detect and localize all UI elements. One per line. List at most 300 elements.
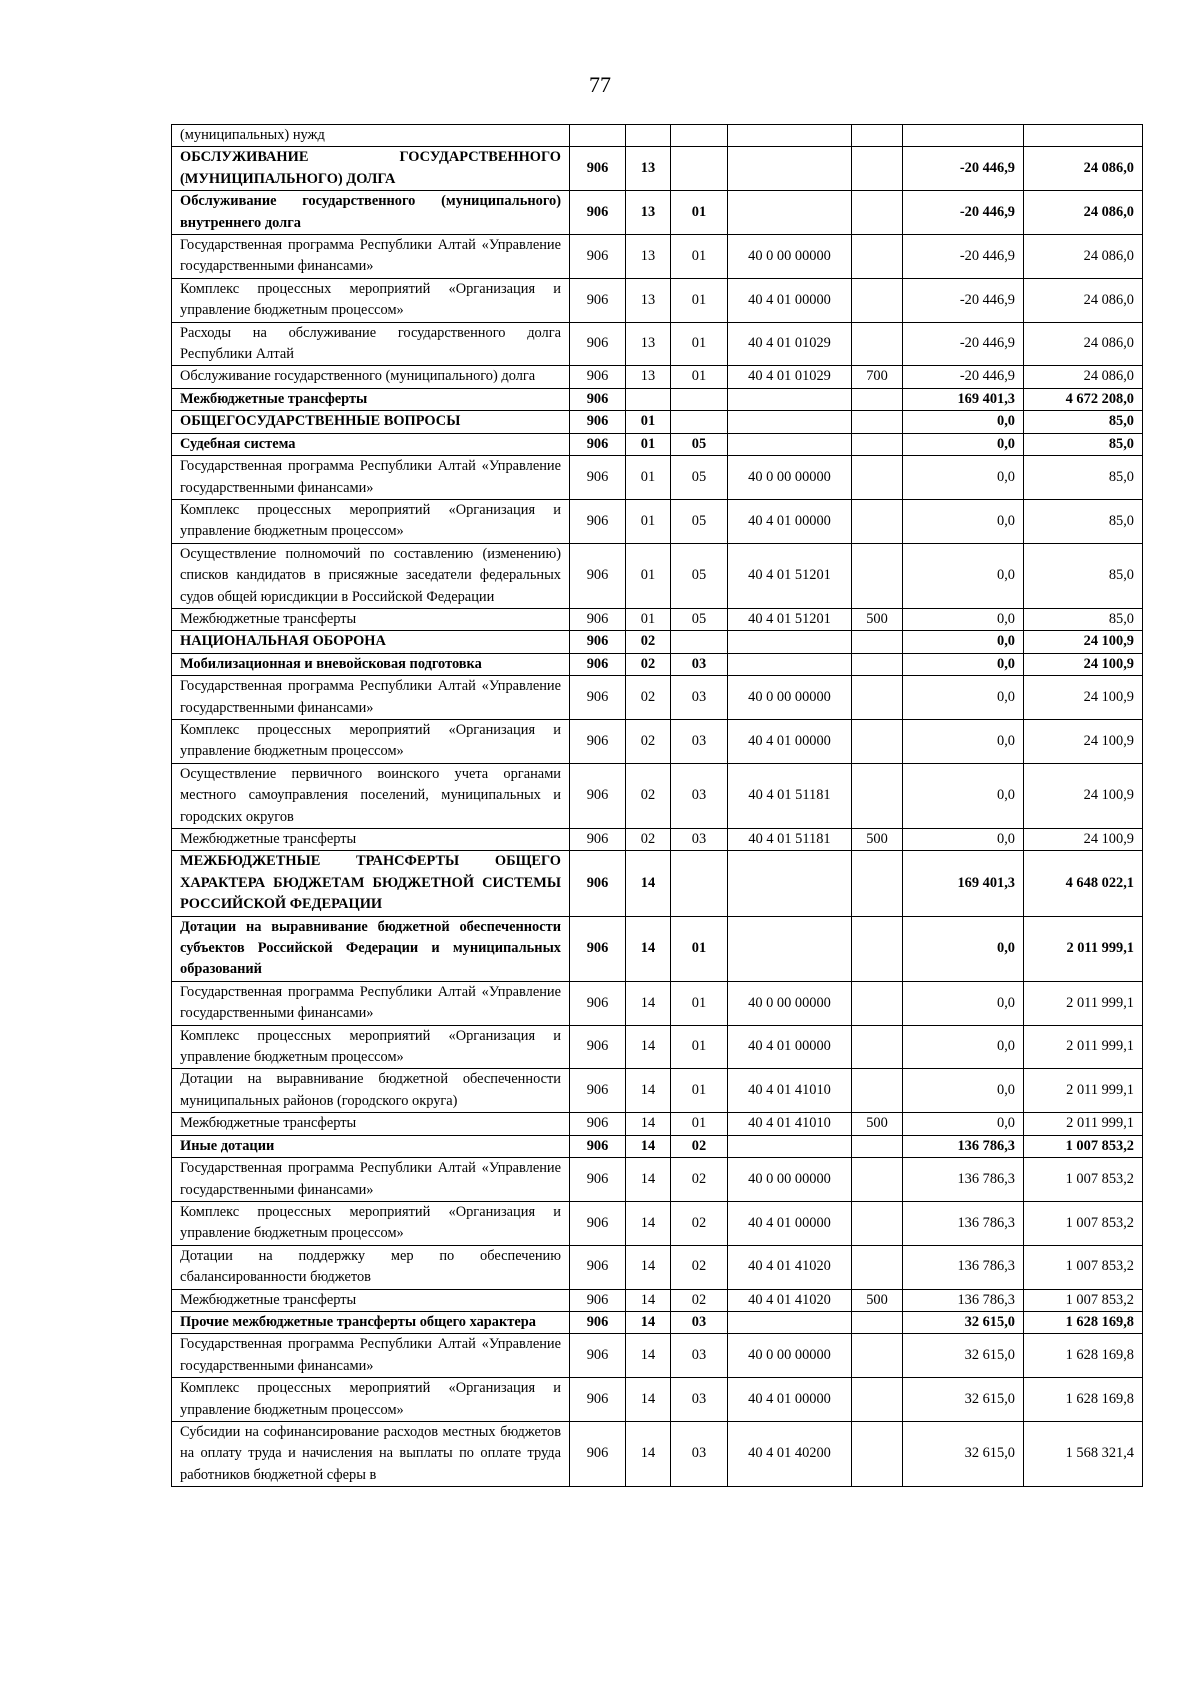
amount-1: -20 446,9	[903, 278, 1024, 322]
amount-2: 1 568 321,4	[1024, 1421, 1143, 1486]
amount-2: 24 100,9	[1024, 676, 1143, 720]
target-article	[728, 388, 852, 410]
amount-2: 85,0	[1024, 499, 1143, 543]
target-article: 40 4 01 51201	[728, 608, 852, 630]
amount-1: 0,0	[903, 631, 1024, 653]
row-name: Мобилизационная и вневойсковая подготовка	[172, 653, 570, 675]
amount-2: 24 086,0	[1024, 278, 1143, 322]
amount-1	[903, 125, 1024, 147]
amount-2: 24 086,0	[1024, 366, 1143, 388]
amount-1: -20 446,9	[903, 147, 1024, 191]
target-article: 40 0 00 00000	[728, 1158, 852, 1202]
section-code: 01	[626, 411, 671, 433]
target-article	[728, 851, 852, 916]
amount-1: -20 446,9	[903, 235, 1024, 279]
amount-2: 4 672 208,0	[1024, 388, 1143, 410]
section-code: 13	[626, 191, 671, 235]
expense-type	[852, 981, 903, 1025]
section-code: 02	[626, 653, 671, 675]
expense-type	[852, 1421, 903, 1486]
ministry-code: 906	[570, 719, 626, 763]
table-row	[172, 499, 1143, 543]
ministry-code: 906	[570, 366, 626, 388]
expense-type	[852, 653, 903, 675]
table-row	[172, 676, 1143, 720]
ministry-code: 906	[570, 1069, 626, 1113]
amount-2: 1 628 169,8	[1024, 1334, 1143, 1378]
row-name: Комплекс процессных мероприятий «Организация и управление бюджетным процессом»	[172, 1025, 570, 1069]
amount-2: 2 011 999,1	[1024, 981, 1143, 1025]
target-article: 40 4 01 00000	[728, 1201, 852, 1245]
target-article: 40 4 01 00000	[728, 1025, 852, 1069]
subsection-code: 01	[671, 916, 728, 981]
amount-1: 32 615,0	[903, 1421, 1024, 1486]
budget-table	[171, 124, 1143, 1487]
section-code: 14	[626, 1378, 671, 1422]
ministry-code: 906	[570, 543, 626, 608]
ministry-code: 906	[570, 411, 626, 433]
amount-1: 136 786,3	[903, 1245, 1024, 1289]
table-row	[172, 388, 1143, 410]
row-name: Расходы на обслуживание государственного долга Республики Алтай	[172, 322, 570, 366]
amount-2: 24 086,0	[1024, 235, 1143, 279]
subsection-code	[671, 851, 728, 916]
section-code: 02	[626, 719, 671, 763]
amount-1: 136 786,3	[903, 1158, 1024, 1202]
subsection-code: 05	[671, 433, 728, 455]
budget-table-body	[172, 125, 1143, 1487]
expense-type	[852, 1025, 903, 1069]
amount-2: 24 100,9	[1024, 829, 1143, 851]
amount-2: 85,0	[1024, 433, 1143, 455]
target-article: 40 4 01 00000	[728, 719, 852, 763]
amount-2: 4 648 022,1	[1024, 851, 1143, 916]
row-name: Комплекс процессных мероприятий «Организация и управление бюджетным процессом»	[172, 1201, 570, 1245]
target-article	[728, 1135, 852, 1157]
row-name: Осуществление полномочий по составлению (изменению) списков кандидатов в присяжные заседатели федеральных судов общей юрисдикции в Российской Федерации	[172, 543, 570, 608]
expense-type	[852, 543, 903, 608]
subsection-code: 01	[671, 981, 728, 1025]
table-row	[172, 366, 1143, 388]
amount-2: 24 100,9	[1024, 653, 1143, 675]
subsection-code: 01	[671, 1113, 728, 1135]
ministry-code: 906	[570, 1378, 626, 1422]
target-article: 40 4 01 41010	[728, 1113, 852, 1135]
ministry-code: 906	[570, 235, 626, 279]
table-row	[172, 631, 1143, 653]
section-code: 01	[626, 433, 671, 455]
subsection-code	[671, 125, 728, 147]
target-article	[728, 147, 852, 191]
subsection-code: 03	[671, 1311, 728, 1333]
expense-type	[852, 322, 903, 366]
amount-1: 32 615,0	[903, 1311, 1024, 1333]
subsection-code: 01	[671, 1025, 728, 1069]
row-name: Межбюджетные трансферты	[172, 388, 570, 410]
expense-type	[852, 235, 903, 279]
expense-type	[852, 1158, 903, 1202]
row-name: Прочие межбюджетные трансферты общего характера	[172, 1311, 570, 1333]
amount-2: 85,0	[1024, 608, 1143, 630]
section-code: 14	[626, 1113, 671, 1135]
expense-type	[852, 1201, 903, 1245]
ministry-code: 906	[570, 278, 626, 322]
target-article	[728, 916, 852, 981]
section-code: 14	[626, 1245, 671, 1289]
row-name: Межбюджетные трансферты	[172, 1113, 570, 1135]
table-row	[172, 1334, 1143, 1378]
amount-2: 24 086,0	[1024, 191, 1143, 235]
amount-1: 136 786,3	[903, 1135, 1024, 1157]
amount-2: 1 007 853,2	[1024, 1201, 1143, 1245]
target-article	[728, 433, 852, 455]
ministry-code: 906	[570, 456, 626, 500]
target-article: 40 4 01 51181	[728, 829, 852, 851]
target-article	[728, 191, 852, 235]
expense-type	[852, 1245, 903, 1289]
expense-type: 500	[852, 829, 903, 851]
table-row	[172, 456, 1143, 500]
subsection-code: 03	[671, 763, 728, 828]
ministry-code: 906	[570, 1421, 626, 1486]
amount-2: 24 100,9	[1024, 763, 1143, 828]
target-article: 40 0 00 00000	[728, 676, 852, 720]
subsection-code: 03	[671, 653, 728, 675]
amount-2: 1 628 169,8	[1024, 1378, 1143, 1422]
target-article: 40 4 01 41020	[728, 1245, 852, 1289]
section-code: 14	[626, 1421, 671, 1486]
amount-2: 24 100,9	[1024, 631, 1143, 653]
subsection-code: 02	[671, 1201, 728, 1245]
amount-1: 0,0	[903, 1069, 1024, 1113]
amount-2	[1024, 125, 1143, 147]
table-row	[172, 433, 1143, 455]
ministry-code: 906	[570, 1245, 626, 1289]
target-article: 40 4 01 01029	[728, 366, 852, 388]
table-row	[172, 1378, 1143, 1422]
target-article: 40 4 01 41010	[728, 1069, 852, 1113]
expense-type	[852, 1334, 903, 1378]
subsection-code: 01	[671, 322, 728, 366]
section-code: 01	[626, 456, 671, 500]
expense-type	[852, 191, 903, 235]
section-code: 13	[626, 278, 671, 322]
row-name: Комплекс процессных мероприятий «Организация и управление бюджетным процессом»	[172, 1378, 570, 1422]
table-row	[172, 1245, 1143, 1289]
expense-type	[852, 388, 903, 410]
expense-type	[852, 676, 903, 720]
subsection-code: 05	[671, 499, 728, 543]
amount-1: 0,0	[903, 433, 1024, 455]
ministry-code: 906	[570, 763, 626, 828]
ministry-code: 906	[570, 829, 626, 851]
target-article	[728, 125, 852, 147]
amount-1: 0,0	[903, 608, 1024, 630]
ministry-code: 906	[570, 1135, 626, 1157]
table-row	[172, 235, 1143, 279]
expense-type	[852, 1069, 903, 1113]
amount-1: 136 786,3	[903, 1289, 1024, 1311]
subsection-code: 01	[671, 366, 728, 388]
table-row	[172, 1311, 1143, 1333]
expense-type	[852, 278, 903, 322]
subsection-code: 03	[671, 1378, 728, 1422]
ministry-code: 906	[570, 1334, 626, 1378]
section-code: 14	[626, 1334, 671, 1378]
amount-1: 0,0	[903, 719, 1024, 763]
section-code: 01	[626, 543, 671, 608]
ministry-code: 906	[570, 1113, 626, 1135]
ministry-code: 906	[570, 388, 626, 410]
row-name: Межбюджетные трансферты	[172, 1289, 570, 1311]
expense-type	[852, 1311, 903, 1333]
amount-2: 85,0	[1024, 411, 1143, 433]
amount-2: 24 100,9	[1024, 719, 1143, 763]
target-article: 40 4 01 00000	[728, 278, 852, 322]
expense-type	[852, 1378, 903, 1422]
subsection-code: 05	[671, 456, 728, 500]
ministry-code: 906	[570, 322, 626, 366]
amount-1: 0,0	[903, 543, 1024, 608]
section-code: 01	[626, 499, 671, 543]
table-row	[172, 653, 1143, 675]
expense-type	[852, 851, 903, 916]
section-code: 01	[626, 608, 671, 630]
section-code: 14	[626, 1201, 671, 1245]
amount-2: 1 007 853,2	[1024, 1245, 1143, 1289]
amount-2: 85,0	[1024, 543, 1143, 608]
target-article: 40 0 00 00000	[728, 456, 852, 500]
row-name: Государственная программа Республики Алтай «Управление государственными финансами»	[172, 235, 570, 279]
row-name: Судебная система	[172, 433, 570, 455]
amount-1: 169 401,3	[903, 388, 1024, 410]
table-row	[172, 608, 1143, 630]
row-name: Дотации на выравнивание бюджетной обеспеченности субъектов Российской Федерации и муниципальных образований	[172, 916, 570, 981]
row-name: Государственная программа Республики Алтай «Управление государственными финансами»	[172, 456, 570, 500]
subsection-code: 03	[671, 676, 728, 720]
target-article: 40 0 00 00000	[728, 981, 852, 1025]
table-row	[172, 1025, 1143, 1069]
subsection-code	[671, 147, 728, 191]
section-code: 14	[626, 916, 671, 981]
ministry-code: 906	[570, 851, 626, 916]
row-name: Обслуживание государственного (муниципального) долга	[172, 366, 570, 388]
section-code: 14	[626, 1069, 671, 1113]
target-article: 40 4 01 40200	[728, 1421, 852, 1486]
row-name: МЕЖБЮДЖЕТНЫЕ ТРАНСФЕРТЫ ОБЩЕГО ХАРАКТЕРА БЮДЖЕТАМ БЮДЖЕТНОЙ СИСТЕМЫ РОССИЙСКОЙ ФЕДЕРАЦИИ	[172, 851, 570, 916]
target-article: 40 0 00 00000	[728, 1334, 852, 1378]
table-row	[172, 1113, 1143, 1135]
ministry-code: 906	[570, 191, 626, 235]
amount-1: -20 446,9	[903, 322, 1024, 366]
amount-1: 169 401,3	[903, 851, 1024, 916]
amount-1: -20 446,9	[903, 191, 1024, 235]
row-name: Межбюджетные трансферты	[172, 829, 570, 851]
amount-1: 0,0	[903, 676, 1024, 720]
table-row	[172, 1069, 1143, 1113]
amount-1: 0,0	[903, 456, 1024, 500]
expense-type: 500	[852, 1113, 903, 1135]
row-name: Комплекс процессных мероприятий «Организация и управление бюджетным процессом»	[172, 499, 570, 543]
section-code: 14	[626, 1311, 671, 1333]
expense-type	[852, 1135, 903, 1157]
table-row	[172, 147, 1143, 191]
row-name: ОБЩЕГОСУДАРСТВЕННЫЕ ВОПРОСЫ	[172, 411, 570, 433]
subsection-code: 05	[671, 543, 728, 608]
amount-1: 0,0	[903, 829, 1024, 851]
page-number: 77	[589, 72, 611, 97]
subsection-code: 03	[671, 829, 728, 851]
row-name: Субсидии на софинансирование расходов местных бюджетов на оплату труда и начисления на выплаты по оплате труда работников бюджетной сферы в	[172, 1421, 570, 1486]
amount-1: 0,0	[903, 763, 1024, 828]
amount-2: 2 011 999,1	[1024, 916, 1143, 981]
subsection-code: 01	[671, 235, 728, 279]
expense-type: 500	[852, 608, 903, 630]
subsection-code: 03	[671, 1334, 728, 1378]
amount-2: 1 007 853,2	[1024, 1158, 1143, 1202]
section-code: 14	[626, 981, 671, 1025]
target-article: 40 4 01 00000	[728, 499, 852, 543]
expense-type: 500	[852, 1289, 903, 1311]
amount-2: 24 086,0	[1024, 147, 1143, 191]
target-article: 40 4 01 41020	[728, 1289, 852, 1311]
ministry-code: 906	[570, 608, 626, 630]
subsection-code	[671, 388, 728, 410]
subsection-code	[671, 411, 728, 433]
target-article	[728, 631, 852, 653]
section-code: 02	[626, 829, 671, 851]
row-name: ОБСЛУЖИВАНИЕ ГОСУДАРСТВЕННОГО (МУНИЦИПАЛЬНОГО) ДОЛГА	[172, 147, 570, 191]
ministry-code: 906	[570, 147, 626, 191]
table-row	[172, 719, 1143, 763]
table-row	[172, 543, 1143, 608]
row-name: Государственная программа Республики Алтай «Управление государственными финансами»	[172, 1334, 570, 1378]
table-row	[172, 125, 1143, 147]
ministry-code	[570, 125, 626, 147]
subsection-code: 05	[671, 608, 728, 630]
target-article: 40 4 01 51181	[728, 763, 852, 828]
section-code: 14	[626, 1135, 671, 1157]
table-row	[172, 981, 1143, 1025]
section-code: 13	[626, 147, 671, 191]
amount-2: 2 011 999,1	[1024, 1113, 1143, 1135]
ministry-code: 906	[570, 499, 626, 543]
table-row	[172, 1201, 1143, 1245]
ministry-code: 906	[570, 981, 626, 1025]
ministry-code: 906	[570, 1289, 626, 1311]
ministry-code: 906	[570, 1311, 626, 1333]
section-code: 13	[626, 235, 671, 279]
section-code: 13	[626, 366, 671, 388]
row-name: Государственная программа Республики Алтай «Управление государственными финансами»	[172, 676, 570, 720]
row-name: Комплекс процессных мероприятий «Организация и управление бюджетным процессом»	[172, 278, 570, 322]
expense-type: 700	[852, 366, 903, 388]
ministry-code: 906	[570, 1201, 626, 1245]
expense-type	[852, 147, 903, 191]
ministry-code: 906	[570, 653, 626, 675]
ministry-code: 906	[570, 631, 626, 653]
target-article	[728, 653, 852, 675]
subsection-code: 02	[671, 1158, 728, 1202]
table-row	[172, 322, 1143, 366]
section-code	[626, 388, 671, 410]
amount-1: 0,0	[903, 1025, 1024, 1069]
ministry-code: 906	[570, 433, 626, 455]
expense-type	[852, 499, 903, 543]
row-name: Иные дотации	[172, 1135, 570, 1157]
section-code: 02	[626, 676, 671, 720]
row-name: Государственная программа Республики Алтай «Управление государственными финансами»	[172, 981, 570, 1025]
expense-type	[852, 411, 903, 433]
amount-2: 85,0	[1024, 456, 1143, 500]
target-article: 40 0 00 00000	[728, 235, 852, 279]
row-name: НАЦИОНАЛЬНАЯ ОБОРОНА	[172, 631, 570, 653]
amount-2: 1 007 853,2	[1024, 1289, 1143, 1311]
amount-1: 0,0	[903, 653, 1024, 675]
subsection-code: 01	[671, 278, 728, 322]
target-article: 40 4 01 00000	[728, 1378, 852, 1422]
expense-type	[852, 433, 903, 455]
row-name: Дотации на выравнивание бюджетной обеспеченности муниципальных районов (городского округа)	[172, 1069, 570, 1113]
expense-type	[852, 763, 903, 828]
section-code: 14	[626, 851, 671, 916]
amount-1: 0,0	[903, 1113, 1024, 1135]
table-row	[172, 829, 1143, 851]
ministry-code: 906	[570, 1158, 626, 1202]
table-row	[172, 1135, 1143, 1157]
section-code: 14	[626, 1158, 671, 1202]
ministry-code: 906	[570, 916, 626, 981]
row-name: Государственная программа Республики Алтай «Управление государственными финансами»	[172, 1158, 570, 1202]
amount-1: 32 615,0	[903, 1334, 1024, 1378]
subsection-code: 01	[671, 1069, 728, 1113]
section-code: 14	[626, 1025, 671, 1069]
section-code	[626, 125, 671, 147]
table-row	[172, 916, 1143, 981]
target-article	[728, 411, 852, 433]
target-article: 40 4 01 51201	[728, 543, 852, 608]
amount-2: 1 007 853,2	[1024, 1135, 1143, 1157]
table-row	[172, 278, 1143, 322]
subsection-code: 03	[671, 719, 728, 763]
row-name: Комплекс процессных мероприятий «Организация и управление бюджетным процессом»	[172, 719, 570, 763]
section-code: 02	[626, 763, 671, 828]
table-row	[172, 191, 1143, 235]
subsection-code: 02	[671, 1245, 728, 1289]
table-row	[172, 763, 1143, 828]
subsection-code: 02	[671, 1135, 728, 1157]
target-article	[728, 1311, 852, 1333]
expense-type	[852, 719, 903, 763]
subsection-code: 02	[671, 1289, 728, 1311]
subsection-code: 03	[671, 1421, 728, 1486]
table-row	[172, 851, 1143, 916]
amount-2: 1 628 169,8	[1024, 1311, 1143, 1333]
expense-type	[852, 631, 903, 653]
amount-1: 0,0	[903, 499, 1024, 543]
section-code: 02	[626, 631, 671, 653]
table-row	[172, 411, 1143, 433]
section-code: 14	[626, 1289, 671, 1311]
amount-2: 2 011 999,1	[1024, 1069, 1143, 1113]
subsection-code	[671, 631, 728, 653]
row-name: Осуществление первичного воинского учета органами местного самоуправления поселений, муниципальных и городских округов	[172, 763, 570, 828]
row-name: Межбюджетные трансферты	[172, 608, 570, 630]
ministry-code: 906	[570, 676, 626, 720]
target-article: 40 4 01 01029	[728, 322, 852, 366]
amount-1: 0,0	[903, 411, 1024, 433]
amount-1: 0,0	[903, 981, 1024, 1025]
